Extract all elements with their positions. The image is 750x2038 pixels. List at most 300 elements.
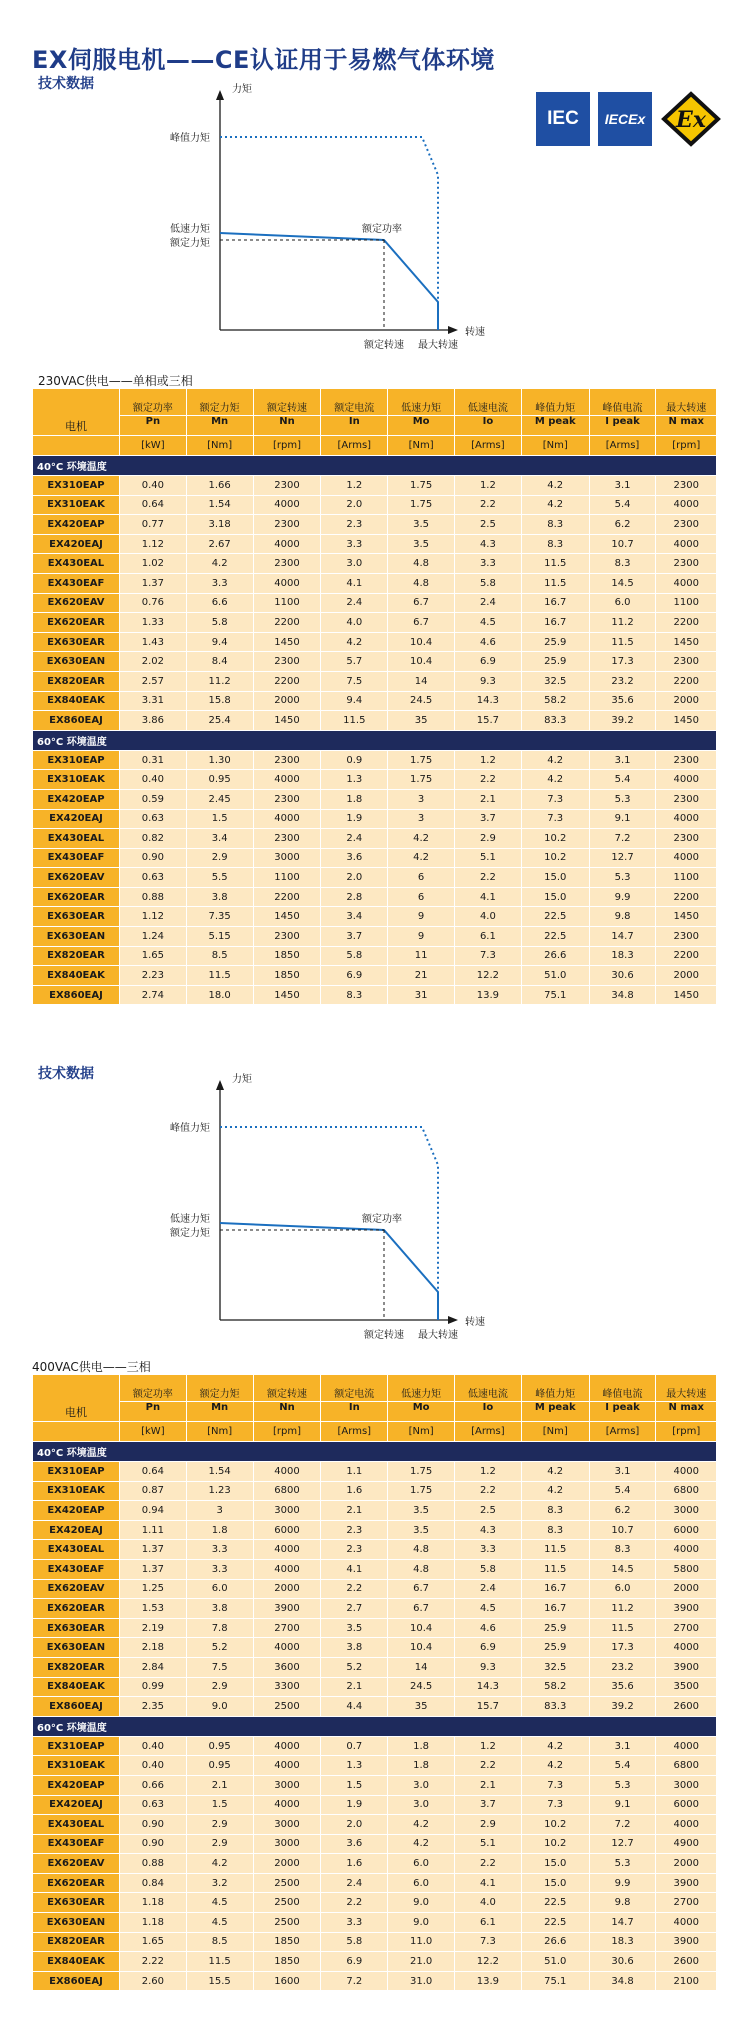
value-cell: 1.75: [388, 770, 455, 790]
header-name: 额定转速: [253, 389, 321, 416]
value-cell: 0.66: [119, 1775, 186, 1795]
value-cell: 3: [186, 1501, 253, 1521]
value-cell: 5.8: [455, 573, 522, 593]
value-cell: 1450: [656, 711, 717, 731]
value-cell: 2.2: [455, 1756, 522, 1776]
continuous-torque-curve: [220, 233, 438, 330]
value-cell: 3900: [656, 1932, 717, 1952]
value-cell: 6.9: [321, 1952, 388, 1972]
value-cell: 4.8: [388, 1540, 455, 1560]
table-row: [33, 691, 717, 711]
header-symbol: M peak: [521, 416, 589, 436]
value-cell: 2.45: [186, 789, 253, 809]
value-cell: 2.18: [119, 1638, 186, 1658]
header-name: 额定转速: [253, 1375, 321, 1402]
value-cell: 2.02: [119, 652, 186, 672]
value-cell: 25.9: [521, 1638, 589, 1658]
value-cell: 3.0: [388, 1795, 455, 1815]
value-cell: 8.3: [589, 1540, 656, 1560]
value-cell: 4000: [253, 809, 321, 829]
value-cell: 1850: [253, 1932, 321, 1952]
value-cell: 2.23: [119, 966, 186, 986]
page-title: EX伺服电机——CE认证用于易燃气体环境: [32, 46, 495, 74]
value-cell: 21.0: [388, 1952, 455, 1972]
value-cell: 3000: [253, 1815, 321, 1835]
value-cell: 0.40: [119, 1756, 186, 1776]
value-cell: 4.2: [388, 1834, 455, 1854]
value-cell: 6.7: [388, 1579, 455, 1599]
value-cell: 2300: [656, 829, 717, 849]
motor-model-cell: EX310EAK: [33, 495, 120, 515]
header-name: 峰值力矩: [521, 389, 589, 416]
value-cell: 5.7: [321, 652, 388, 672]
value-cell: 3.1: [589, 1736, 656, 1756]
value-cell: 9.0: [388, 1913, 455, 1933]
value-cell: 6.9: [321, 966, 388, 986]
value-cell: 2.74: [119, 985, 186, 1005]
header-name: 额定电流: [321, 1375, 388, 1402]
value-cell: 0.90: [119, 1834, 186, 1854]
header-symbol: I peak: [589, 1402, 656, 1422]
value-cell: 21: [388, 966, 455, 986]
value-cell: 1450: [253, 907, 321, 927]
value-cell: 2200: [656, 671, 717, 691]
header-name: 低速电流: [455, 389, 522, 416]
value-cell: 3000: [656, 1501, 717, 1521]
table-row: [33, 1873, 717, 1893]
value-cell: 3.86: [119, 711, 186, 731]
value-cell: 14.7: [589, 1913, 656, 1933]
value-cell: 3.8: [186, 1599, 253, 1619]
value-cell: 8.3: [521, 1520, 589, 1540]
value-cell: 25.4: [186, 711, 253, 731]
value-cell: 1850: [253, 1952, 321, 1972]
value-cell: 1.11: [119, 1520, 186, 1540]
rated-speed-label: 额定转速: [364, 340, 404, 350]
value-cell: 2.67: [186, 534, 253, 554]
value-cell: 10.4: [388, 1638, 455, 1658]
table-row: [33, 907, 717, 927]
header-unit: [Arms]: [321, 1422, 388, 1442]
value-cell: 11: [388, 946, 455, 966]
value-cell: 2200: [656, 887, 717, 907]
value-cell: 9.4: [186, 632, 253, 652]
value-cell: 4000: [656, 495, 717, 515]
low-speed-torque-label: 低速力矩: [170, 1214, 210, 1225]
header-symbol: Mo: [388, 1402, 455, 1422]
header-symbol: M peak: [521, 1402, 589, 1422]
motor-model-cell: EX420EAJ: [33, 534, 120, 554]
value-cell: 2300: [656, 789, 717, 809]
table-row: [33, 1501, 717, 1521]
value-cell: 2300: [253, 829, 321, 849]
supply-label-400vac: 400VAC供电——三相: [32, 1360, 151, 1374]
value-cell: 3.3: [455, 554, 522, 574]
value-cell: 31: [388, 985, 455, 1005]
value-cell: 1.43: [119, 632, 186, 652]
value-cell: 32.5: [521, 1657, 589, 1677]
value-cell: 3000: [253, 1775, 321, 1795]
value-cell: 0.82: [119, 829, 186, 849]
table-row: [33, 632, 717, 652]
value-cell: 23.2: [589, 1657, 656, 1677]
value-cell: 4.2: [186, 554, 253, 574]
value-cell: 9.8: [589, 907, 656, 927]
motor-model-cell: EX420EAP: [33, 1501, 120, 1521]
value-cell: 4.5: [455, 1599, 522, 1619]
value-cell: 6.9: [455, 652, 522, 672]
value-cell: 1.66: [186, 476, 253, 496]
value-cell: 2500: [253, 1913, 321, 1933]
value-cell: 0.7: [321, 1736, 388, 1756]
value-cell: 24.5: [388, 1677, 455, 1697]
motor-model-cell: EX630EAR: [33, 632, 120, 652]
motor-model-cell: EX840EAK: [33, 691, 120, 711]
value-cell: 2300: [656, 515, 717, 535]
motor-model-cell: EX630EAR: [33, 1618, 120, 1638]
value-cell: 51.0: [521, 966, 589, 986]
motor-model-cell: EX310EAP: [33, 1462, 120, 1482]
supply-label-230vac: 230VAC供电——单相或三相: [38, 374, 193, 388]
value-cell: 3000: [253, 1834, 321, 1854]
value-cell: 6.2: [589, 515, 656, 535]
value-cell: 2.2: [321, 1579, 388, 1599]
section-heading-1: 技术数据: [38, 76, 94, 92]
motor-model-cell: EX630EAR: [33, 907, 120, 927]
table-row: [33, 671, 717, 691]
value-cell: 7.8: [186, 1618, 253, 1638]
table-row: [33, 1736, 717, 1756]
value-cell: 4000: [253, 1462, 321, 1482]
value-cell: 1.9: [321, 809, 388, 829]
value-cell: 2.60: [119, 1971, 186, 1991]
value-cell: 1.75: [388, 495, 455, 515]
value-cell: 4.2: [521, 1481, 589, 1501]
value-cell: 1.3: [321, 770, 388, 790]
value-cell: 16.7: [521, 593, 589, 613]
value-cell: 4.0: [455, 1893, 522, 1913]
value-cell: 1.24: [119, 927, 186, 947]
rated-power-label: 额定功率: [362, 1214, 402, 1225]
value-cell: 3000: [253, 848, 321, 868]
value-cell: 8.3: [521, 1501, 589, 1521]
value-cell: 3.2: [186, 1873, 253, 1893]
table-row: [33, 1952, 717, 1972]
header-unit: [Nm]: [388, 1422, 455, 1442]
value-cell: 14.5: [589, 573, 656, 593]
value-cell: 7.2: [321, 1971, 388, 1991]
value-cell: 17.3: [589, 652, 656, 672]
value-cell: 3.5: [388, 1520, 455, 1540]
value-cell: 23.2: [589, 671, 656, 691]
header-symbol: I peak: [589, 416, 656, 436]
motor-model-cell: EX620EAR: [33, 613, 120, 633]
value-cell: 10.2: [521, 1815, 589, 1835]
header-row: [33, 389, 717, 416]
value-cell: 6000: [253, 1520, 321, 1540]
value-cell: 5.4: [589, 1481, 656, 1501]
header-unit: [rpm]: [656, 436, 717, 456]
table-row: [33, 554, 717, 574]
value-cell: 3600: [253, 1657, 321, 1677]
value-cell: 4000: [253, 1795, 321, 1815]
table-row: [33, 515, 717, 535]
header-unit: [Nm]: [186, 1422, 253, 1442]
value-cell: 2000: [656, 691, 717, 711]
value-cell: 4000: [656, 848, 717, 868]
value-cell: 1.2: [455, 1462, 522, 1482]
value-cell: 2.0: [321, 495, 388, 515]
value-cell: 4000: [253, 573, 321, 593]
value-cell: 0.40: [119, 476, 186, 496]
value-cell: 8.5: [186, 946, 253, 966]
header-symbol: Io: [455, 416, 522, 436]
value-cell: 2.3: [321, 1540, 388, 1560]
value-cell: 3.3: [455, 1540, 522, 1560]
value-cell: 1850: [253, 946, 321, 966]
spec-table-230vac: [32, 388, 717, 1005]
value-cell: 83.3: [521, 711, 589, 731]
value-cell: 1.75: [388, 476, 455, 496]
value-cell: 2300: [253, 476, 321, 496]
value-cell: 1.12: [119, 534, 186, 554]
value-cell: 25.9: [521, 652, 589, 672]
value-cell: 2.9: [455, 829, 522, 849]
value-cell: 16.7: [521, 1579, 589, 1599]
value-cell: 1.5: [186, 1795, 253, 1815]
value-cell: 5.4: [589, 495, 656, 515]
value-cell: 2.7: [321, 1599, 388, 1619]
value-cell: 6.7: [388, 613, 455, 633]
value-cell: 3.7: [321, 927, 388, 947]
value-cell: 6800: [656, 1756, 717, 1776]
table-row: [33, 848, 717, 868]
temperature-section-row: [33, 1442, 717, 1462]
value-cell: 3.8: [321, 1638, 388, 1658]
table-row: [33, 985, 717, 1005]
value-cell: 3.3: [186, 1540, 253, 1560]
value-cell: 58.2: [521, 1677, 589, 1697]
motor-model-cell: EX860EAJ: [33, 1971, 120, 1991]
value-cell: 0.76: [119, 593, 186, 613]
value-cell: 11.5: [321, 711, 388, 731]
value-cell: 0.90: [119, 848, 186, 868]
value-cell: 0.63: [119, 809, 186, 829]
table-row: [33, 1520, 717, 1540]
value-cell: 7.3: [521, 1795, 589, 1815]
value-cell: 3: [388, 789, 455, 809]
value-cell: 22.5: [521, 907, 589, 927]
motor-model-cell: EX860EAJ: [33, 711, 120, 731]
max-speed-label: 最大转速: [418, 1330, 458, 1340]
torque-speed-diagram: [150, 1070, 570, 1340]
value-cell: 11.2: [186, 671, 253, 691]
value-cell: 10.4: [388, 1618, 455, 1638]
value-cell: 16.7: [521, 613, 589, 633]
motor-model-cell: EX620EAV: [33, 593, 120, 613]
value-cell: 15.0: [521, 1873, 589, 1893]
value-cell: 1.02: [119, 554, 186, 574]
value-cell: 5.5: [186, 868, 253, 888]
value-cell: 2.8: [321, 887, 388, 907]
value-cell: 31.0: [388, 1971, 455, 1991]
motor-model-cell: EX310EAP: [33, 476, 120, 496]
ex-logo: [660, 92, 722, 146]
value-cell: 7.3: [521, 789, 589, 809]
value-cell: 3.4: [321, 907, 388, 927]
value-cell: 5.4: [589, 1756, 656, 1776]
motor-model-cell: EX630EAN: [33, 927, 120, 947]
motor-model-cell: EX310EAK: [33, 1481, 120, 1501]
motor-model-cell: EX620EAV: [33, 868, 120, 888]
value-cell: 2.2: [455, 495, 522, 515]
value-cell: 2.0: [321, 868, 388, 888]
value-cell: 16.7: [521, 1599, 589, 1619]
x-axis-arrow: [448, 326, 458, 334]
value-cell: 4.2: [521, 1462, 589, 1482]
value-cell: 2.4: [455, 593, 522, 613]
header-symbol: Pn: [119, 416, 186, 436]
svg-text:Ex: Ex: [676, 107, 706, 133]
value-cell: 5.1: [455, 848, 522, 868]
value-cell: 9.8: [589, 1893, 656, 1913]
value-cell: 3000: [253, 1501, 321, 1521]
header-unit-blank: [33, 1422, 120, 1442]
value-cell: 4000: [656, 1638, 717, 1658]
value-cell: 2700: [253, 1618, 321, 1638]
value-cell: 35: [388, 1697, 455, 1717]
value-cell: 2.22: [119, 1952, 186, 1972]
value-cell: 3.4: [186, 829, 253, 849]
header-name: 额定功率: [119, 389, 186, 416]
motor-model-cell: EX430EAF: [33, 848, 120, 868]
value-cell: 15.0: [521, 1854, 589, 1874]
value-cell: 6.0: [388, 1854, 455, 1874]
value-cell: 30.6: [589, 966, 656, 986]
value-cell: 2000: [253, 1854, 321, 1874]
value-cell: 2.1: [186, 1775, 253, 1795]
value-cell: 9.4: [321, 691, 388, 711]
motor-model-cell: EX820EAR: [33, 1932, 120, 1952]
table-row: [33, 1462, 717, 1482]
header-unit: [kW]: [119, 436, 186, 456]
value-cell: 2.3: [321, 1520, 388, 1540]
header-symbol-row: [33, 416, 717, 436]
value-cell: 0.95: [186, 1736, 253, 1756]
value-cell: 6.9: [455, 1638, 522, 1658]
value-cell: 2000: [253, 1579, 321, 1599]
value-cell: 2500: [253, 1873, 321, 1893]
y-axis-label: 力矩: [232, 1074, 252, 1085]
value-cell: 1.33: [119, 613, 186, 633]
value-cell: 8.3: [589, 554, 656, 574]
value-cell: 1.2: [455, 750, 522, 770]
continuous-torque-curve: [220, 1223, 438, 1320]
value-cell: 11.5: [521, 1559, 589, 1579]
value-cell: 3.3: [321, 1913, 388, 1933]
header-unit: [kW]: [119, 1422, 186, 1442]
value-cell: 4.2: [321, 632, 388, 652]
value-cell: 1450: [253, 711, 321, 731]
table-row: [33, 750, 717, 770]
value-cell: 11.5: [589, 1618, 656, 1638]
value-cell: 4.2: [388, 829, 455, 849]
value-cell: 9.1: [589, 1795, 656, 1815]
value-cell: 2000: [656, 966, 717, 986]
value-cell: 12.7: [589, 1834, 656, 1854]
value-cell: 10.2: [521, 1834, 589, 1854]
value-cell: 0.64: [119, 495, 186, 515]
value-cell: 10.4: [388, 632, 455, 652]
rated-torque-label: 额定力矩: [170, 238, 210, 249]
max-speed-label: 最大转速: [418, 340, 458, 350]
value-cell: 9.9: [589, 1873, 656, 1893]
motor-model-cell: EX420EAP: [33, 515, 120, 535]
section-heading-2: 技术数据: [38, 1066, 94, 1082]
table-row: [33, 1815, 717, 1835]
motor-model-cell: EX430EAL: [33, 1815, 120, 1835]
value-cell: 25.9: [521, 1618, 589, 1638]
value-cell: 1.12: [119, 907, 186, 927]
value-cell: 26.6: [521, 946, 589, 966]
value-cell: 0.40: [119, 1736, 186, 1756]
header-symbol: Nn: [253, 1402, 321, 1422]
header-symbol: In: [321, 1402, 388, 1422]
value-cell: 2.4: [321, 829, 388, 849]
value-cell: 22.5: [521, 1913, 589, 1933]
header-name: 峰值力矩: [521, 1375, 589, 1402]
value-cell: 0.94: [119, 1501, 186, 1521]
value-cell: 24.5: [388, 691, 455, 711]
value-cell: 1.37: [119, 1540, 186, 1560]
value-cell: 14.5: [589, 1559, 656, 1579]
value-cell: 4000: [253, 534, 321, 554]
value-cell: 15.7: [455, 1697, 522, 1717]
value-cell: 11.5: [521, 1540, 589, 1560]
value-cell: 1100: [253, 593, 321, 613]
value-cell: 0.88: [119, 1854, 186, 1874]
value-cell: 2300: [656, 652, 717, 672]
temperature-section-row: [33, 456, 717, 476]
value-cell: 1450: [656, 907, 717, 927]
value-cell: 5.8: [321, 1932, 388, 1952]
value-cell: 9.0: [388, 1893, 455, 1913]
header-unit: [rpm]: [253, 436, 321, 456]
value-cell: 58.2: [521, 691, 589, 711]
value-cell: 9.3: [455, 1657, 522, 1677]
value-cell: 15.0: [521, 868, 589, 888]
header-symbol: N max: [656, 1402, 717, 1422]
value-cell: 11.2: [589, 613, 656, 633]
value-cell: 3.3: [186, 1559, 253, 1579]
value-cell: 2.19: [119, 1618, 186, 1638]
value-cell: 4.8: [388, 1559, 455, 1579]
motor-model-cell: EX860EAJ: [33, 1697, 120, 1717]
header-name: 峰值电流: [589, 1375, 656, 1402]
value-cell: 5.2: [186, 1638, 253, 1658]
value-cell: 1.54: [186, 1462, 253, 1482]
value-cell: 4000: [656, 1913, 717, 1933]
value-cell: 12.2: [455, 1952, 522, 1972]
motor-model-cell: EX630EAN: [33, 1638, 120, 1658]
value-cell: 3.1: [589, 1462, 656, 1482]
value-cell: 3900: [253, 1599, 321, 1619]
value-cell: 5.8: [455, 1559, 522, 1579]
motor-model-cell: EX820EAR: [33, 946, 120, 966]
value-cell: 2.2: [321, 1893, 388, 1913]
header-symbol: Pn: [119, 1402, 186, 1422]
table-row: [33, 1893, 717, 1913]
